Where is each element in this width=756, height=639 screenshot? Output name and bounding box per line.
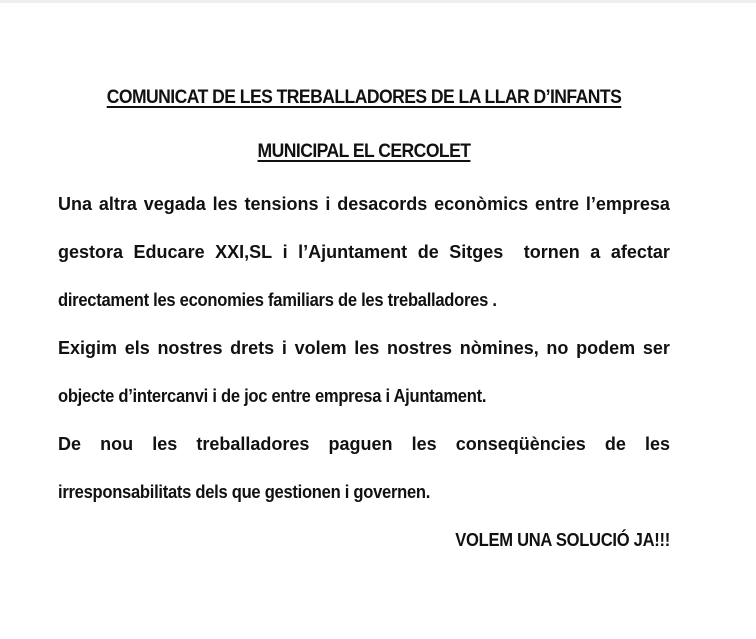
word: gestora	[58, 242, 124, 262]
word: de	[417, 242, 439, 262]
word: entre	[535, 194, 580, 214]
word: Sitges	[449, 242, 504, 262]
word: tensions	[244, 194, 319, 214]
word: els	[124, 338, 150, 358]
paragraph-2-line-2: objecte d’intercanvi i de joc entre empresa i Ajuntament.	[58, 386, 487, 406]
word: les	[644, 434, 670, 454]
word: ser	[642, 338, 670, 358]
word: l’empresa	[585, 194, 670, 214]
word: Exigim	[58, 338, 118, 358]
word: tornen	[523, 242, 580, 262]
word: les	[411, 434, 437, 454]
word: nostres	[387, 338, 453, 358]
document-title-line-1: COMUNICAT DE LES TREBALLADORES DE LA LLAR D’INFANTS	[106, 86, 622, 108]
word: Una	[58, 194, 93, 214]
paragraph-1-line-2	[58, 241, 670, 263]
word: vegada	[143, 194, 206, 214]
word: podem	[576, 338, 636, 358]
word: de	[604, 434, 626, 454]
closing-statement: VOLEM UNA SOLUCIÓ JA!!!	[455, 530, 670, 550]
word: i	[325, 194, 331, 214]
word: i	[281, 338, 287, 358]
word: treballadores	[196, 434, 310, 454]
word: les	[212, 194, 238, 214]
word: conseqüències	[455, 434, 586, 454]
word: paguen	[328, 434, 393, 454]
word: drets	[230, 338, 275, 358]
paragraph-1-line-3: directament les economies familiars de les treballadores .	[58, 290, 497, 310]
word: nostres	[157, 338, 223, 358]
word: l’Ajuntament	[298, 242, 408, 262]
word: econòmics	[434, 194, 529, 214]
word: les	[152, 434, 178, 454]
word: volem	[294, 338, 347, 358]
word: XXI,SL	[215, 242, 273, 262]
word: a	[590, 242, 601, 262]
top-divider	[0, 0, 756, 3]
word: i	[282, 242, 288, 262]
paragraph-3-line-2: irresponsabilitats dels que gestionen i governen.	[58, 482, 431, 502]
word: nòmines,	[459, 338, 539, 358]
word: desacords	[337, 194, 428, 214]
paragraph-3-line-1	[58, 433, 670, 455]
paragraph-1-line-1	[58, 193, 670, 215]
paragraph-2-line-1	[58, 337, 670, 359]
word: les	[354, 338, 380, 358]
word: no	[546, 338, 569, 358]
word: altra	[98, 194, 137, 214]
word: Educare	[133, 242, 205, 262]
document-title-line-2: MUNICIPAL EL CERCOLET	[257, 140, 471, 162]
word: nou	[100, 434, 134, 454]
word: afectar	[610, 242, 670, 262]
word: De	[58, 434, 82, 454]
